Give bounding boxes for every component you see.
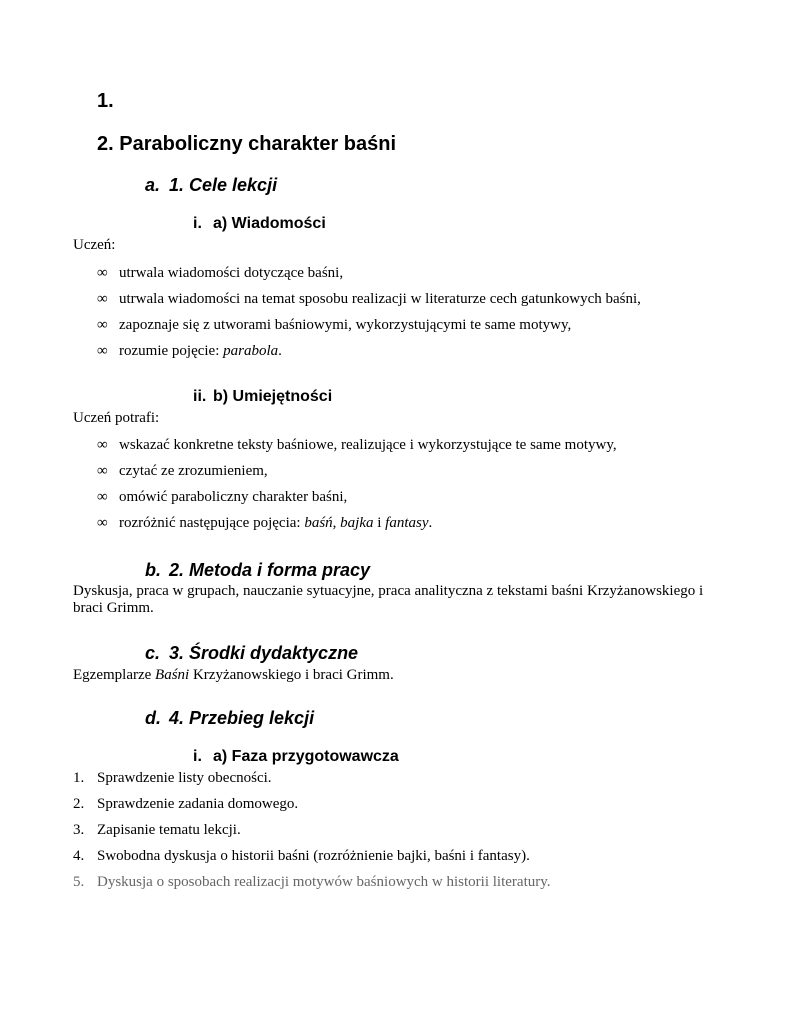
heading-cele-lekcji: [145, 174, 277, 196]
heading-2-title: 2. Paraboliczny charakter baśni: [97, 133, 397, 155]
infinity-bullet-icon: ∞: [97, 489, 108, 505]
heading-srodki: [145, 642, 358, 664]
text-segment: Krzyżanowskiego i braci Grimm.: [189, 667, 394, 683]
umiejetnosci-list: [97, 437, 617, 541]
step-text: Swobodna dyskusja o historii baśni (rozróżnienie bajki, baśni i fantasy).: [97, 848, 530, 864]
heading-marker: d.: [145, 708, 161, 728]
step-text: Zapisanie tematu lekcji.: [97, 822, 241, 838]
heading-marker: a.: [145, 175, 161, 195]
step-number: 3.: [73, 822, 85, 838]
list-item-text: utrwala wiadomości dotyczące baśni,: [119, 265, 344, 281]
list-item: [73, 822, 551, 839]
wiadomosci-intro: Uczeń:: [73, 237, 116, 253]
step-number: 5.: [73, 874, 85, 890]
infinity-bullet-icon: ∞: [97, 265, 108, 281]
heading-marker: i.: [193, 215, 202, 232]
heading-text: b) Umiejętności: [213, 388, 333, 405]
list-item: [97, 265, 641, 282]
metoda-text: Dyskusja, praca w grupach, nauczanie sytuacyjne, praca analityczna z tekstami baśni Krzyżanowskiego i braci Grimm.: [73, 583, 704, 616]
srodki-text: [73, 667, 733, 684]
list-item: [97, 489, 617, 506]
heading-text: 4. Przebieg lekcji: [169, 708, 315, 728]
step-number: 2.: [73, 796, 85, 812]
heading-umiejetnosci: [193, 387, 332, 407]
infinity-bullet-icon: ∞: [97, 463, 108, 479]
heading-faza: [193, 747, 399, 767]
infinity-bullet-icon: ∞: [97, 343, 108, 359]
list-item: [73, 796, 551, 813]
list-item: [73, 874, 551, 891]
term-basn: baśń: [304, 515, 333, 531]
heading-1: 1.: [97, 90, 114, 112]
heading-przebieg: [145, 707, 314, 729]
list-item-text: rozumie pojęcie:: [119, 343, 224, 359]
heading-marker: b.: [145, 560, 161, 580]
umiejetnosci-intro: Uczeń potrafi:: [73, 410, 160, 426]
conjunction: i: [373, 515, 386, 531]
list-item: [73, 848, 551, 865]
heading-metoda: [145, 559, 370, 581]
wiadomosci-list: [97, 265, 641, 369]
infinity-bullet-icon: ∞: [97, 291, 108, 307]
book-title-basni: Baśni: [155, 667, 190, 683]
infinity-bullet-icon: ∞: [97, 515, 108, 531]
list-item: [97, 437, 617, 454]
text-segment: Egzemplarze: [73, 667, 156, 683]
heading-text: 2. Metoda i forma pracy: [169, 560, 371, 580]
list-item-text: omówić paraboliczny charakter baśni,: [119, 489, 348, 505]
list-item: [97, 291, 641, 308]
step-number: 1.: [73, 770, 85, 786]
heading-text: a) Wiadomości: [213, 215, 326, 232]
punctuation: .: [278, 343, 282, 359]
list-item-text: utrwala wiadomości na temat sposobu realizacji w literaturze cech gatunkowych baśni,: [119, 291, 641, 307]
heading-text: a) Faza przygotowawcza: [213, 748, 399, 765]
list-item: [97, 317, 641, 334]
term-bajka: bajka: [340, 515, 374, 531]
faza-steps-list: [73, 770, 551, 900]
list-item-text: zapoznaje się z utworami baśniowymi, wykorzystującymi te same motywy,: [119, 317, 572, 333]
punctuation: ,: [332, 515, 341, 531]
infinity-bullet-icon: ∞: [97, 317, 108, 333]
list-item-text: wskazać konkretne teksty baśniowe, realizujące i wykorzystujące te same motywy,: [119, 437, 617, 453]
heading-wiadomosci: [193, 214, 326, 234]
list-item: [97, 463, 617, 480]
step-number: 4.: [73, 848, 85, 864]
step-text: Sprawdzenie listy obecności.: [97, 770, 272, 786]
list-item-text: czytać ze zrozumieniem,: [119, 463, 268, 479]
list-item-text: rozróżnić następujące pojęcia:: [119, 515, 305, 531]
punctuation: .: [428, 515, 433, 531]
list-item: [97, 343, 641, 360]
list-item: [97, 515, 617, 532]
heading-marker: c.: [145, 643, 161, 663]
term-fantasy: fantasy: [385, 515, 429, 531]
list-item: [73, 770, 551, 787]
step-text: Sprawdzenie zadania domowego.: [97, 796, 299, 812]
term-parabola: parabola: [223, 343, 279, 359]
infinity-bullet-icon: ∞: [97, 437, 108, 453]
heading-marker: ii.: [193, 388, 207, 405]
heading-marker: i.: [193, 748, 202, 765]
step-text: Dyskusja o sposobach realizacji motywów baśniowych w historii literatury.: [97, 874, 551, 890]
heading-text: 1. Cele lekcji: [169, 175, 278, 195]
heading-text: 3. Środki dydaktyczne: [169, 643, 359, 663]
